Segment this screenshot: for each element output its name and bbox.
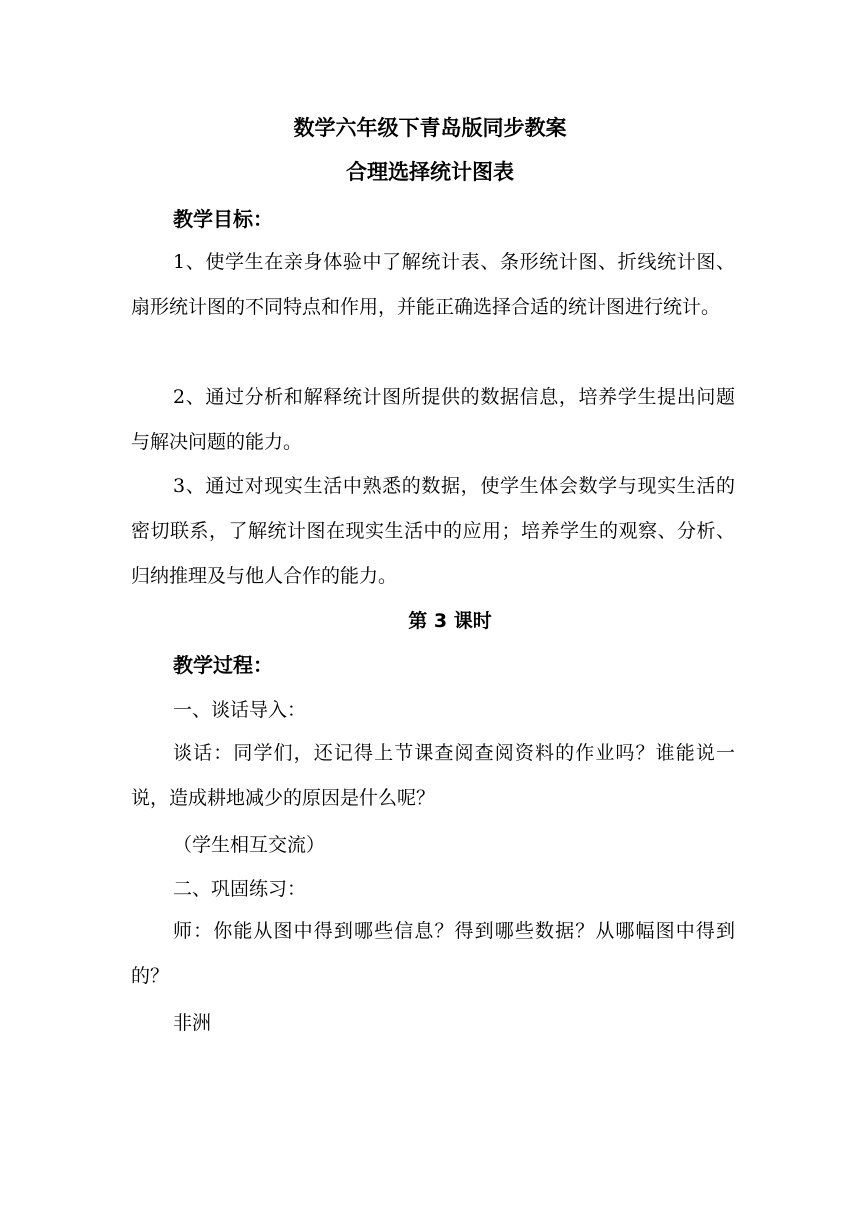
document-title: 数学六年级下青岛版同步教案: [293, 116, 567, 140]
objectives-heading: 教学目标：: [173, 207, 273, 231]
document-subtitle: 合理选择统计图表: [346, 160, 514, 184]
objective-item-3: 3、通过对现实生活中熟悉的数据，使学生体会数学与现实生活的密切联系，了解统计图在现实生活中的应用；培养学生的观察、分析、归纳推理及与他人合作的能力。: [131, 475, 735, 587]
region-label: 非洲: [173, 1012, 212, 1034]
section2-teacher: 师：你能从图中得到哪些信息？得到哪些数据？从哪幅图中得到的？: [131, 920, 735, 987]
section1-heading: 一、谈话导入：: [173, 699, 307, 721]
objective-item-1: 1、使学生在亲身体验中了解统计表、条形统计图、折线统计图、扇形统计图的不同特点和作用，并能正确选择合适的统计图进行统计。: [131, 251, 735, 318]
section2-heading: 二、巩固练习：: [173, 878, 307, 900]
process-heading: 教学过程：: [173, 653, 273, 677]
section1-talk: 谈话：同学们，还记得上节课查阅查阅资料的作业吗？谁能说一说，造成耕地减少的原因是什么呢？: [131, 742, 735, 809]
objective-item-2: 2、通过分析和解释统计图所提供的数据信息，培养学生提出问题与解决问题的能力。: [131, 386, 735, 453]
section1-note: （学生相互交流）: [173, 834, 326, 856]
lesson-label: 第 3 课时: [408, 610, 492, 632]
